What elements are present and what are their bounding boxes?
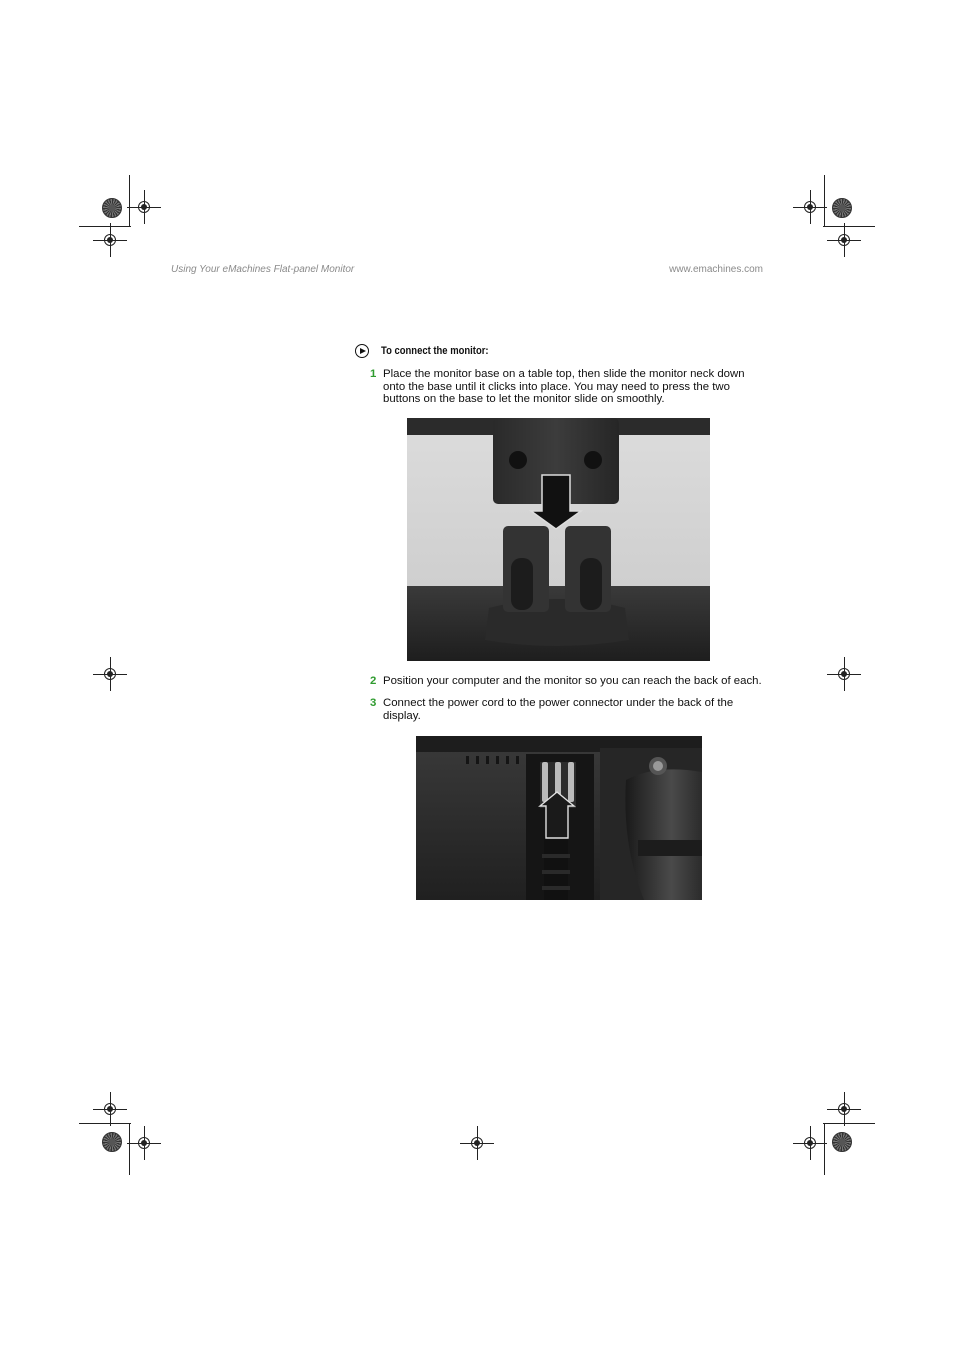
step-text: Connect the power cord to the power connector under the back of the display. xyxy=(383,697,734,722)
registration-mark-icon xyxy=(793,1126,827,1160)
registration-mark-icon xyxy=(827,223,861,257)
step-text: Position your computer and the monitor so you can reach the back of each. xyxy=(383,675,762,687)
registration-mark-icon xyxy=(93,657,127,691)
step-number: 3 xyxy=(370,697,377,709)
step-text: Place the monitor base on a table top, then slide the monitor neck down onto the base until it clicks into place. You may need to press the two buttons on the base to let the monitor slide on smoothly. xyxy=(383,368,745,406)
monitor-base-photo xyxy=(407,418,710,661)
registration-mark-icon xyxy=(127,1126,161,1160)
running-header-title: Using Your eMachines Flat-panel Monitor xyxy=(171,264,355,275)
power-connector-photo xyxy=(416,736,702,900)
step-number: 2 xyxy=(370,675,377,687)
registration-mark-icon xyxy=(460,1126,494,1160)
registration-mark-icon xyxy=(827,1092,861,1126)
registration-mark-icon xyxy=(93,1092,127,1126)
registration-mark-icon xyxy=(93,223,127,257)
step-2 xyxy=(370,675,770,688)
registration-mark-icon xyxy=(127,190,161,224)
step-number: 1 xyxy=(370,368,377,380)
registration-mark-icon xyxy=(827,657,861,691)
play-circle-icon xyxy=(355,344,369,358)
procedure-title: To connect the monitor: xyxy=(381,345,489,357)
step-3 xyxy=(370,697,770,722)
running-header-url: www.emachines.com xyxy=(669,264,763,275)
procedure-heading xyxy=(355,344,506,358)
step-1 xyxy=(370,368,770,406)
registration-mark-icon xyxy=(793,190,827,224)
